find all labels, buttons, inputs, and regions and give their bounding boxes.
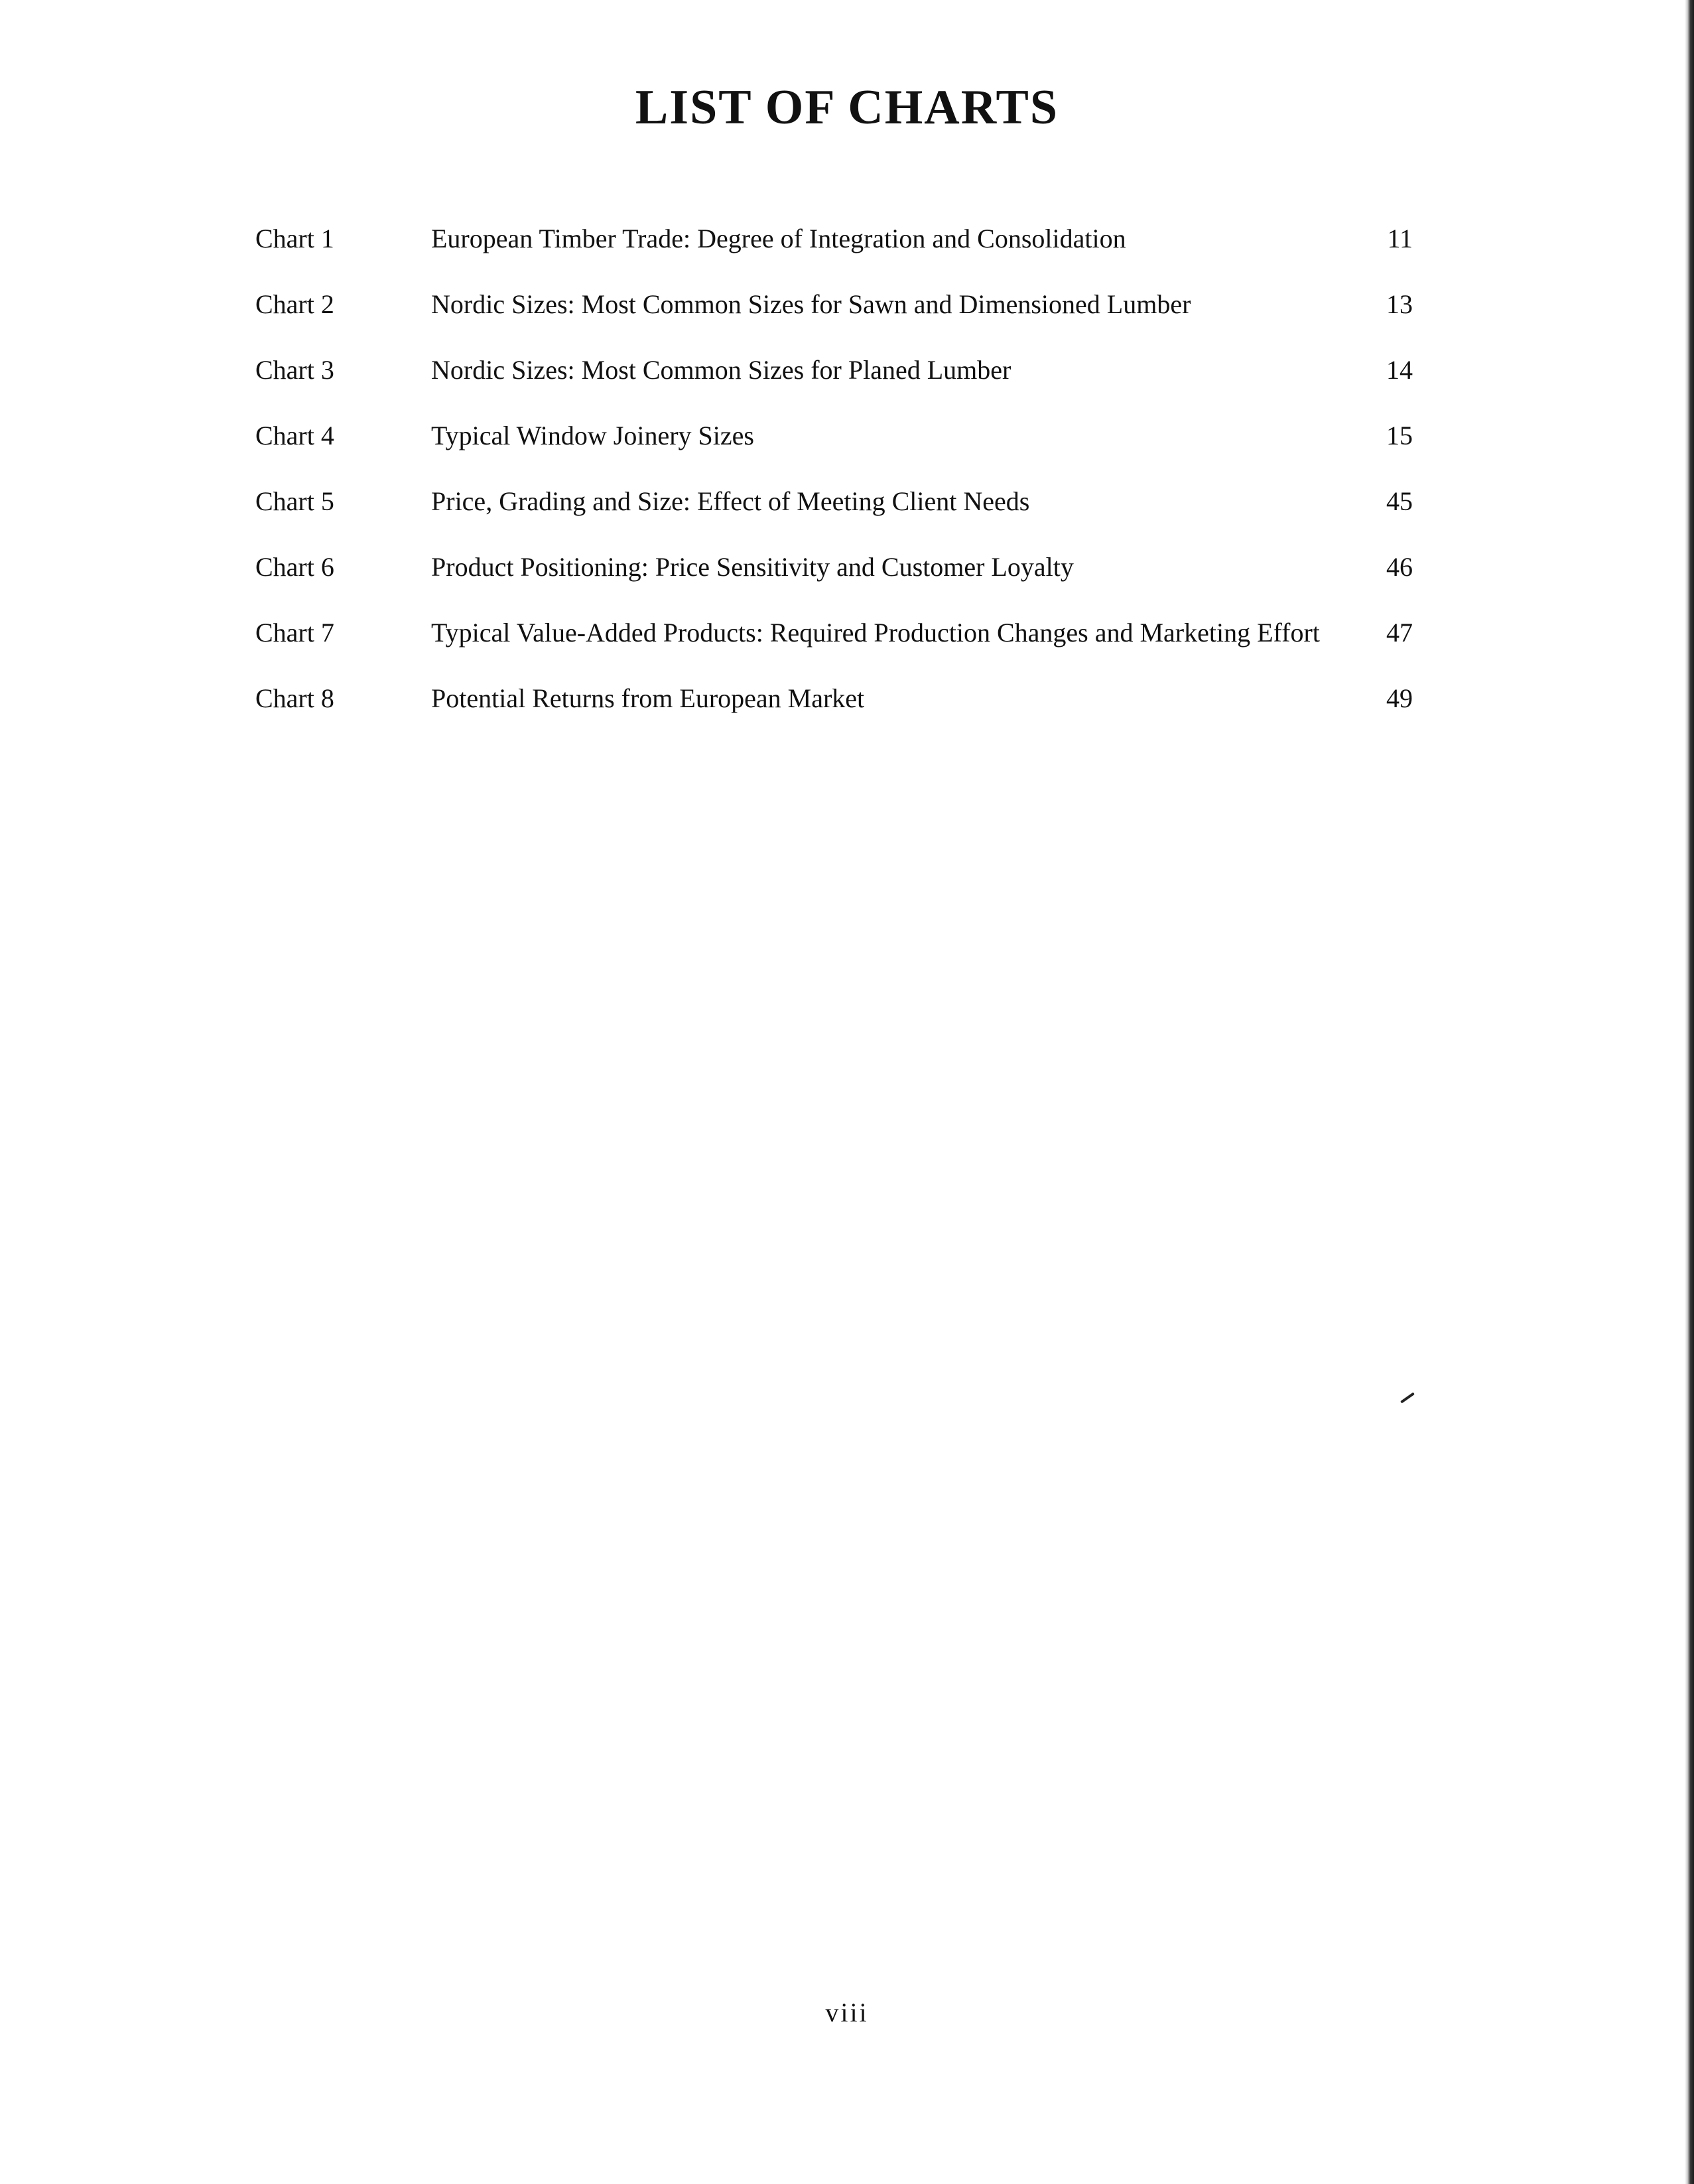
- chart-page-number: 13: [1386, 289, 1413, 319]
- chart-label: Chart 4: [255, 421, 334, 450]
- toc-row-chart-4: [0, 416, 1694, 456]
- chart-page-number: 46: [1386, 552, 1413, 582]
- chart-page-number: 49: [1386, 683, 1413, 713]
- toc-row-chart-3: [0, 350, 1694, 390]
- chart-label: Chart 2: [255, 289, 334, 319]
- chart-label: Chart 7: [255, 618, 334, 648]
- chart-page-number: 45: [1386, 486, 1413, 516]
- chart-page-number: 11: [1387, 224, 1413, 253]
- chart-label: Chart 3: [255, 355, 334, 385]
- chart-title: Nordic Sizes: Most Common Sizes for Sawn and Dimensioned Lumber: [431, 289, 1191, 319]
- chart-page-number: 47: [1386, 618, 1413, 648]
- chart-title: Potential Returns from European Market: [431, 683, 865, 713]
- toc-row-chart-8: [0, 679, 1694, 718]
- page-edge-shadow: [1685, 0, 1694, 2184]
- chart-page-number: 14: [1386, 355, 1413, 385]
- toc-row-chart-7: [0, 613, 1694, 653]
- chart-label: Chart 8: [255, 683, 334, 713]
- chart-title: Typical Value-Added Products: Required Production Changes and Marketing Effort: [431, 618, 1320, 648]
- toc-row-chart-2: [0, 285, 1694, 324]
- chart-title: Price, Grading and Size: Effect of Meeting Client Needs: [431, 486, 1030, 516]
- page-title: LIST OF CHARTS: [635, 80, 1059, 135]
- stray-pen-mark: [1400, 1392, 1415, 1403]
- footer-page-number: viii: [825, 1998, 869, 2027]
- toc-row-chart-6: [0, 547, 1694, 587]
- toc-row-chart-5: [0, 482, 1694, 521]
- chart-title: Product Positioning: Price Sensitivity and Customer Loyalty: [431, 552, 1074, 582]
- chart-label: Chart 1: [255, 224, 334, 253]
- chart-title: Nordic Sizes: Most Common Sizes for Planed Lumber: [431, 355, 1011, 385]
- chart-title: Typical Window Joinery Sizes: [431, 421, 754, 450]
- chart-title: European Timber Trade: Degree of Integration and Consolidation: [431, 224, 1126, 253]
- toc-row-chart-1: [0, 219, 1694, 259]
- chart-label: Chart 5: [255, 486, 334, 516]
- chart-label: Chart 6: [255, 552, 334, 582]
- chart-page-number: 15: [1386, 421, 1413, 450]
